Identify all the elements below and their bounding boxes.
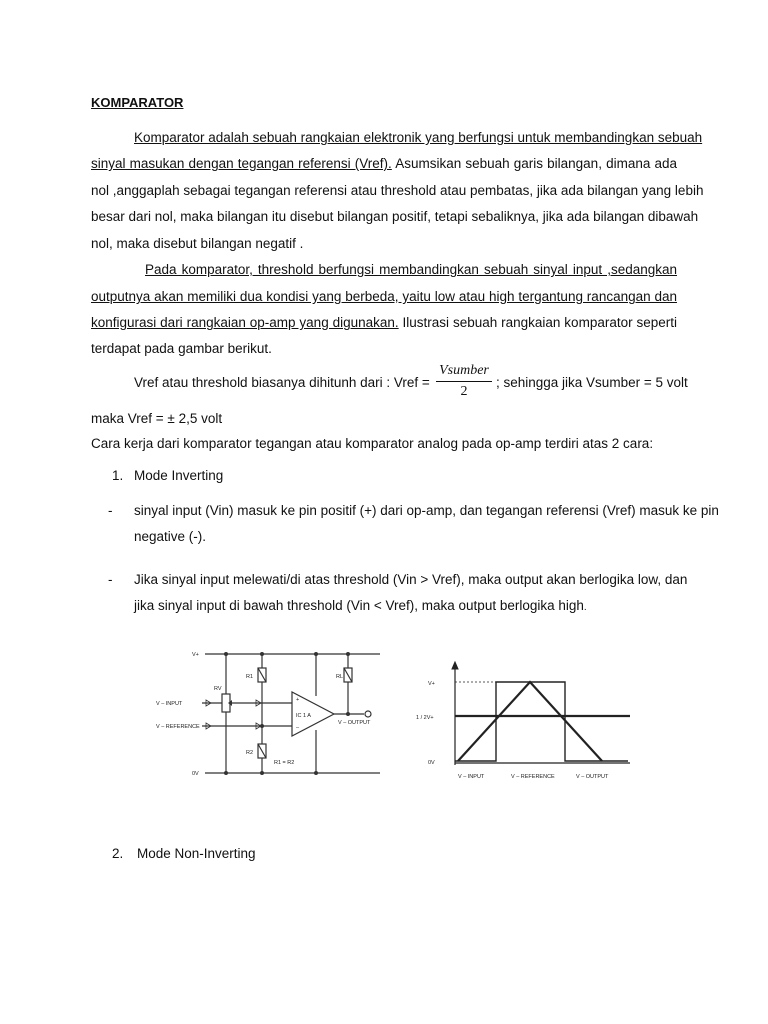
circuit-voutput-label: V – OUTPUT: [338, 720, 371, 726]
bullet1-line2: negative (-).: [134, 529, 207, 544]
bullet2-line2: [134, 598, 587, 613]
circuit-ic-label: IC 1 A: [296, 713, 311, 719]
p1-line5: nol, maka disebut bilangan negatif .: [91, 236, 304, 251]
p1-line2: [91, 156, 677, 171]
bullet2-line1: Jika sinyal input melewati/di atas threshold (Vin > Vref), maka output akan berlogika low, dan: [134, 572, 688, 587]
bullet1-dash: -: [108, 503, 113, 518]
bullet2-line2-end: .: [583, 602, 587, 613]
bullet2-line2-text: jika sinyal input di bawah threshold (Vin < Vref), maka output berlogika high: [134, 598, 584, 613]
comparator-circuit-diagram: [150, 640, 390, 785]
p2-line3-underlined: konfigurasi dari rangkaian op-amp yang digunakan.: [91, 315, 399, 330]
waveform-legend-reference: V – REFERENCE: [511, 774, 555, 780]
p2-line3: [91, 315, 677, 330]
fraction-bar: [436, 381, 492, 382]
formula-denominator: 2: [460, 384, 468, 399]
bullet1-line1: sinyal input (Vin) masuk ke pin positif (+) dari op-amp, dan tegangan referensi (Vref) masuk ke pin: [134, 503, 719, 518]
p1-line2-rest: Asumsikan sebuah garis bilangan, dimana ada: [391, 156, 677, 171]
waveform-legend-output: V – OUTPUT: [576, 774, 609, 780]
p1-line1: Komparator adalah sebuah rangkaian elektronik yang berfungsi untuk membandingkan sebuah: [134, 130, 703, 145]
p2-line3-rest: Ilustrasi sebuah rangkaian komparator seperti: [398, 315, 677, 330]
comparator-waveform-diagram: [410, 660, 640, 785]
formula-suffix: ; sehingga jika Vsumber = 5 volt: [496, 375, 688, 390]
circuit-rl-label: RL: [336, 674, 344, 680]
waveform-half-label: 1 / 2V+: [416, 715, 434, 721]
formula-prefix: Vref atau threshold biasanya dihitunh dari : Vref =: [134, 375, 430, 390]
formula-line2: maka Vref = ± 2,5 volt: [91, 411, 223, 426]
bullet2-dash: -: [108, 572, 113, 587]
circuit-r1-label: R1: [246, 674, 254, 680]
intro-line: Cara kerja dari komparator tegangan atau komparator analog pada op-amp terdiri atas 2 cara:: [91, 436, 654, 451]
circuit-zero-label: 0V: [192, 771, 199, 777]
circuit-rv-label: RV: [214, 686, 222, 692]
circuit-vref-label: V – REFERENCE: [156, 724, 200, 730]
page-title: KOMPARATOR: [91, 95, 184, 110]
circuit-r1r2-label: R1 = R2: [274, 760, 295, 766]
circuit-r2-label: R2: [246, 750, 254, 756]
p1-line4: besar dari nol, maka bilangan itu disebut bilangan positif, tetapi sebaliknya, jika ada bilangan dibawah: [91, 209, 699, 224]
formula-numerator: Vsumber: [439, 363, 489, 378]
mode2-label: Mode Non-Inverting: [137, 846, 256, 861]
waveform-input-line: [458, 682, 602, 761]
circuit-minus-label: –: [296, 725, 300, 731]
waveform-vplus-label: V+: [428, 681, 435, 687]
waveform-y-arrow: [452, 662, 458, 669]
circuit-vinput-label: V – INPUT: [156, 701, 183, 707]
waveform-zero-label: 0V: [428, 760, 435, 766]
p1-line2-underlined: sinyal masukan dengan tegangan referensi (Vref).: [91, 156, 392, 171]
mode1-number: 1.: [112, 468, 124, 483]
p2-line4: terdapat pada gambar berikut.: [91, 341, 272, 356]
mode2-number: 2.: [112, 846, 124, 861]
mode1-label: Mode Inverting: [134, 468, 224, 483]
p1-line3: nol ,anggaplah sebagai tegangan referensi atau threshold atau pembatas, jika ada bilangan yang lebih: [91, 183, 704, 198]
waveform-legend-input: V – INPUT: [458, 774, 485, 780]
p2-line1: Pada komparator, threshold berfungsi membandingkan sebuah sinyal input ,sedangkan: [145, 262, 677, 277]
circuit-plus-label: +: [296, 697, 300, 703]
circuit-vplus-label: V+: [192, 652, 199, 658]
p2-line2: outputnya akan memiliki dua kondisi yang berbeda, yaitu low atau high tergantung rancangan dan: [91, 289, 677, 304]
formula-fraction: [436, 362, 492, 401]
